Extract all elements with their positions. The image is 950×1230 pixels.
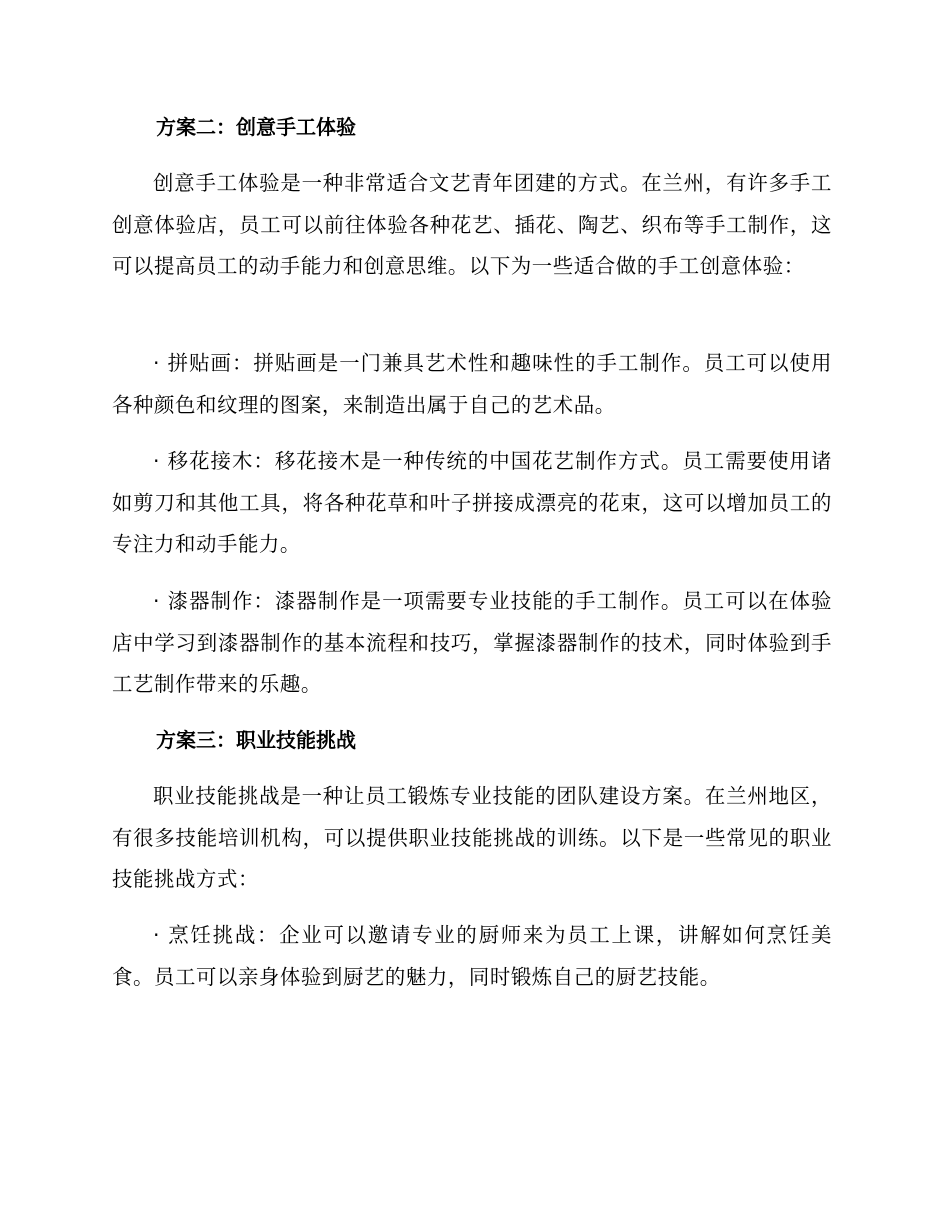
section-intro-plan-two: 创意手工体验是一种非常适合文艺青年团建的方式。在兰州，有许多手工创意体验店，员工可以前往体验各种花艺、插花、陶艺、织布等手工制作，这可以提高员工的动手能力和创意思维。以下为一些适合做的手工创意体验： [112,171,832,278]
list-item-flower-grafting: · 移花接木：移花接木是一种传统的中国花艺制作方式。员工需要使用诸如剪刀和其他工具，将各种花草和叶子拼接成漂亮的花束，这可以增加员工的专注力和动手能力。 [112,449,832,556]
section-intro-plan-three: 职业技能挑战是一种让员工锻炼专业技能的团队建设方案。在兰州地区，有很多技能培训机构，可以提供职业技能挑战的训练。以下是一些常见的职业技能挑战方式： [112,784,832,891]
list-item-collage: · 拼贴画：拼贴画是一门兼具艺术性和趣味性的手工制作。员工可以使用各种颜色和纹理的图案，来制造出属于自己的艺术品。 [112,351,832,417]
list-item-cooking: · 烹饪挑战：企业可以邀请专业的厨师来为员工上课，讲解如何烹饪美食。员工可以亲身体验到厨艺的魅力，同时锻炼自己的厨艺技能。 [112,923,832,989]
list-item-lacquerware: · 漆器制作：漆器制作是一项需要专业技能的手工制作。员工可以在体验店中学习到漆器制作的基本流程和技巧，掌握漆器制作的技术，同时体验到手工艺制作带来的乐趣。 [112,589,832,696]
section-heading-plan-three: 方案三：职业技能挑战 [156,728,356,752]
section-heading-plan-two: 方案二：创意手工体验 [156,115,356,139]
